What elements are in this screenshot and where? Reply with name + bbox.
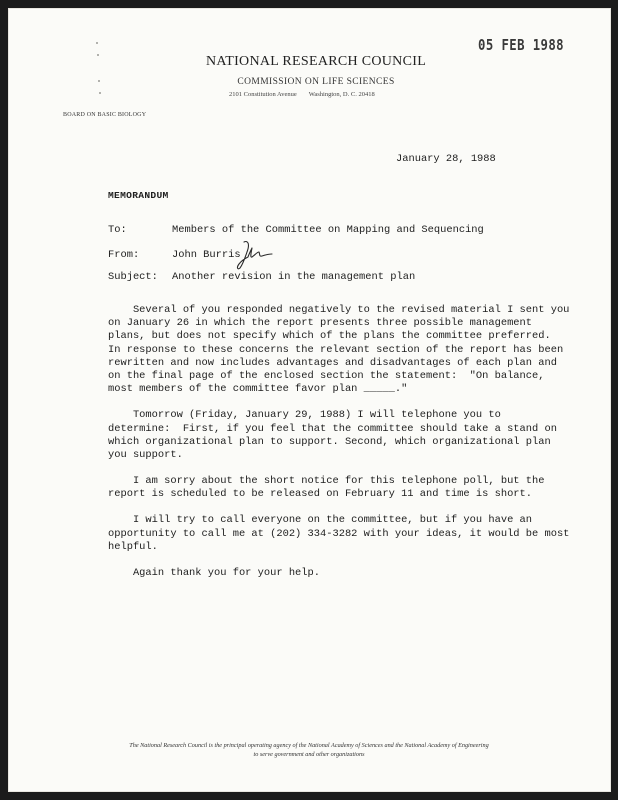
body-line: helpful.: [108, 540, 158, 553]
body-line: Tomorrow (Friday, January 29, 1988) I will telephone you to: [108, 409, 501, 422]
footer-note: [0, 741, 618, 759]
body-paragraph-4: [108, 514, 569, 554]
body-line: In response to these concerns the relevant section of the report has been: [108, 343, 564, 356]
to-value: Members of the Committee on Mapping and Sequencing: [172, 224, 484, 236]
address-street: 2101 Constitution Avenue: [229, 91, 297, 98]
letterhead-commission: COMMISSION ON LIFE SCIENCES: [237, 77, 395, 87]
body-line: determine: First, if you feel that the committee should take a stand on: [108, 422, 557, 435]
body-paragraph-2: [108, 409, 569, 462]
body-paragraph-1: [108, 304, 569, 396]
address-city: Washington, D. C. 20418: [308, 91, 375, 98]
subject-label: Subject:: [108, 271, 158, 283]
letterhead-organization: NATIONAL RESEARCH COUNCIL: [205, 54, 427, 69]
body-line: you support.: [108, 448, 183, 461]
body-line: report is scheduled to be released on February 11 and time is short.: [108, 488, 533, 501]
received-date-stamp: 05 FEB 1988: [478, 36, 564, 54]
body-paragraph-3: [108, 475, 569, 501]
body-line: rewritten and now includes advantages and disadvantages of each plan and: [108, 356, 557, 369]
body-line: opportunity to call me at (202) 334-3282 with your ideas, it would be most: [108, 527, 570, 540]
body-paragraph-5: [108, 567, 569, 580]
memo-body: [108, 304, 569, 593]
footer-line-2: to serve government and other organizations: [253, 751, 365, 758]
body-line: which organizational plan to support. Second, which organizational plan: [108, 435, 551, 448]
body-line: Several of you responded negatively to the revised material I sent you: [108, 304, 570, 316]
body-line: Again thank you for your help.: [108, 567, 321, 579]
body-line: on the final page of the enclosed section the statement: "On balance,: [108, 369, 545, 382]
from-label: From:: [108, 249, 140, 261]
body-line: on January 26 in which the report presents three possible management: [108, 317, 533, 330]
body-line: most members of the committee favor plan _____.": [108, 383, 408, 396]
footer-line-1: The National Research Council is the principal operating agency of the National Academy of Sciences and the National Academy of Engineering: [129, 742, 489, 749]
letterhead-address: [229, 91, 375, 98]
memo-date: January 28, 1988: [396, 153, 496, 165]
from-value: John Burris: [172, 249, 241, 261]
body-line: I am sorry about the short notice for this telephone poll, but the: [108, 475, 545, 488]
handwritten-initials-signature: [234, 238, 274, 272]
body-line: I will try to call everyone on the committee, but if you have an: [108, 514, 533, 527]
body-line: plans, but does not specify which of the plans the committee preferred.: [108, 330, 551, 343]
subject-value: Another revision in the management plan: [172, 271, 416, 283]
board-name: BOARD ON BASIC BIOLOGY: [63, 112, 147, 118]
memo-title: MEMORANDUM: [108, 190, 169, 201]
to-label: To:: [108, 224, 127, 236]
